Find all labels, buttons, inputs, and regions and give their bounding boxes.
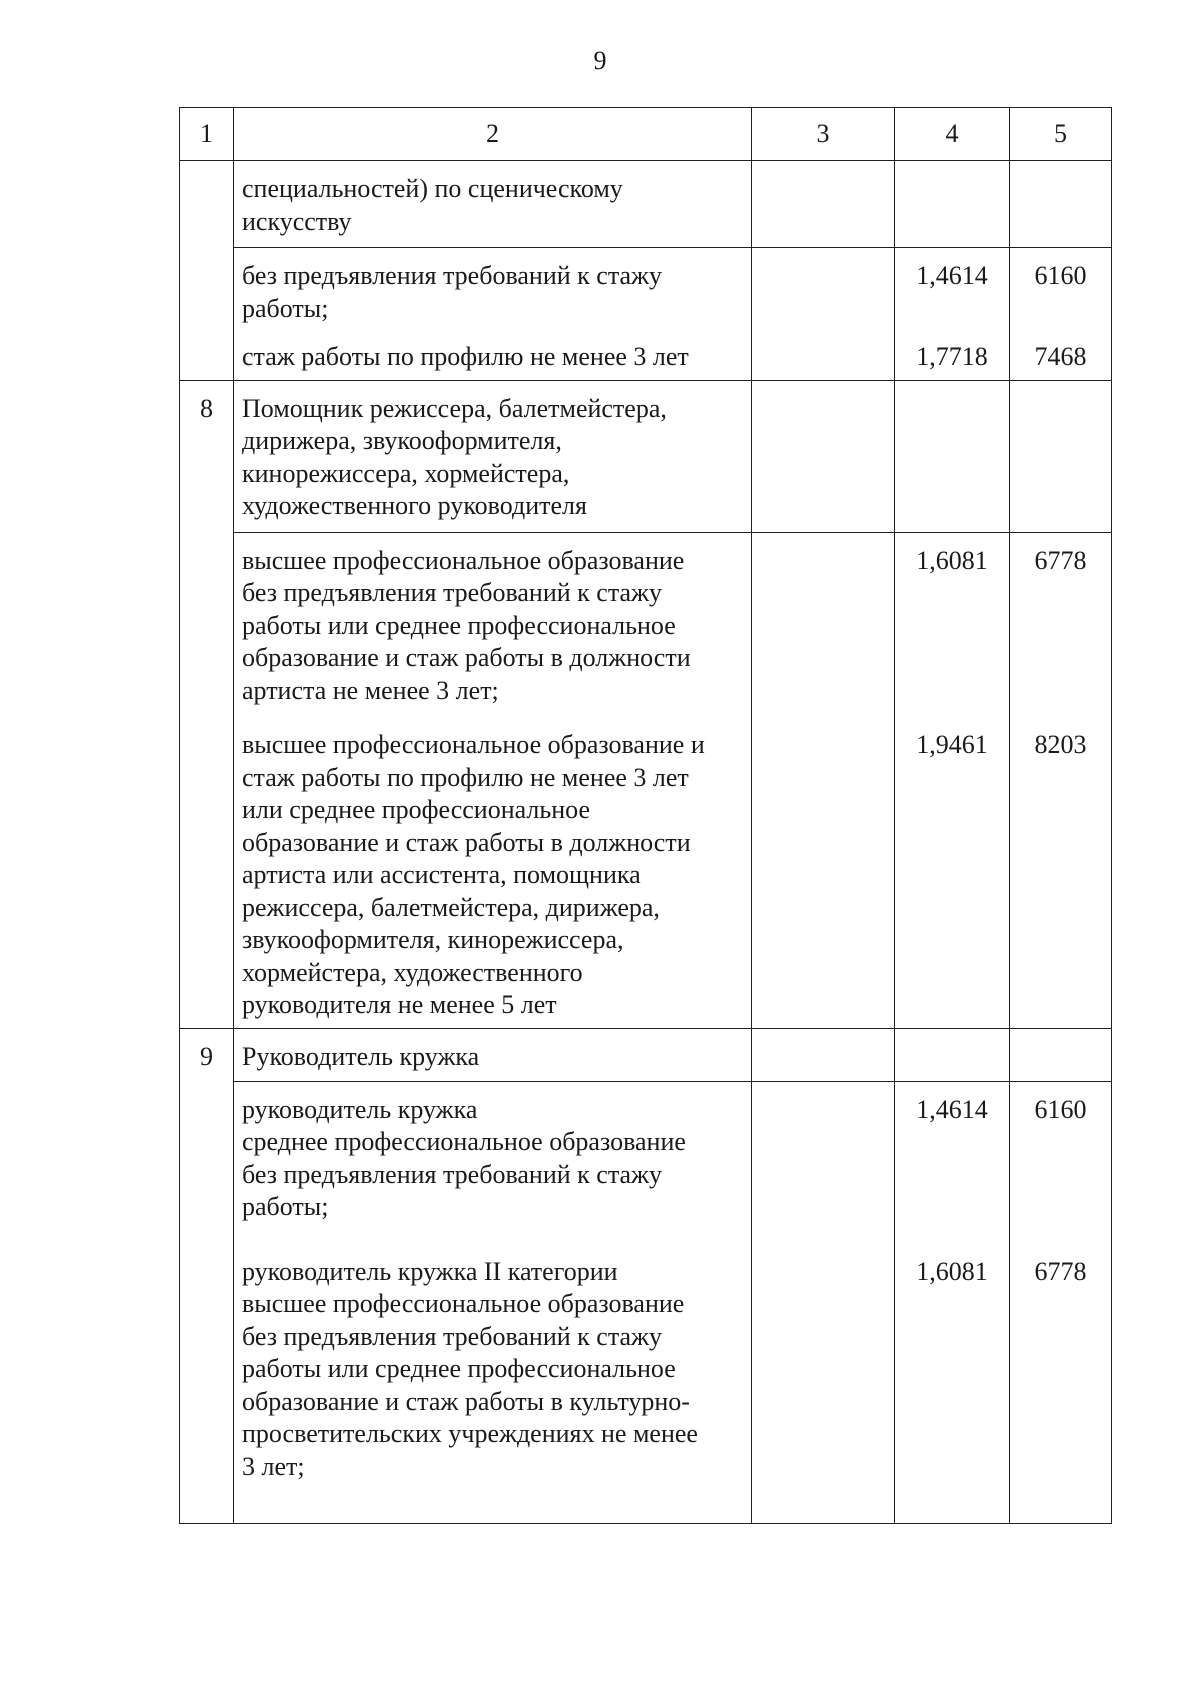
- table-row: [180, 161, 1112, 248]
- table-row: [180, 380, 1112, 532]
- requirement-text: высшее профессиональное образование без предъявления требований к стажу работы или среднее профессиональное образование и стаж работы в должности артиста не менее 3 лет;: [242, 545, 691, 705]
- column-header-2: 2: [234, 108, 752, 161]
- salary-value: 8203: [1034, 730, 1087, 759]
- tariff-table: [179, 107, 1112, 1524]
- requirement-text: стаж работы по профилю не менее 3 лет: [242, 342, 689, 371]
- column-header-1: 1: [180, 108, 234, 161]
- position-title: Руководитель кружка: [242, 1041, 480, 1071]
- requirement-text: высшее профессиональное образование и стаж работы по профилю не менее 3 лет или среднее профессиональное образование и стаж работы в должности артиста или ассистента, помощника режиссера, балетмейстера, дирижера, звукооформителя, кинорежиссера, хормейстера, художественного руководителя не менее 5 лет: [242, 730, 705, 1019]
- salary-value: 6160: [1034, 1094, 1087, 1124]
- salary-value: 6778: [1034, 1257, 1087, 1286]
- salary-value: 6778: [1034, 545, 1087, 575]
- position-title: Помощник режиссера, балетмейстера, дирижера, звукооформителя, кинорежиссера, хормейстера, художественного руководителя: [242, 393, 667, 520]
- column-header-3: 3: [752, 108, 895, 161]
- requirement-text: без предъявления требований к стажу работы;: [242, 261, 663, 323]
- column-header-5: 5: [1010, 108, 1112, 161]
- coefficient-value: 1,4614: [916, 261, 988, 290]
- coefficient-value: 1,6081: [916, 1257, 988, 1286]
- page-number: 9: [593, 46, 607, 75]
- table-row: [180, 532, 1112, 1028]
- salary-value: 6160: [1034, 261, 1087, 290]
- coefficient-value: 1,9461: [916, 730, 988, 759]
- table-header-row: [180, 108, 1112, 161]
- coefficient-value: 1,6081: [916, 545, 988, 575]
- row-number: 9: [180, 1028, 234, 1523]
- requirement-text: руководитель кружка II категории высшее профессиональное образование без предъявления требований к стажу работы или среднее профессиональное образование и стаж работы в культурно- просветительских учреждениях не менее 3 лет;: [242, 1256, 698, 1481]
- salary-value: 7468: [1034, 341, 1087, 371]
- coefficient-value: 1,7718: [916, 341, 988, 371]
- table-row: [180, 248, 1112, 381]
- column-header-4: 4: [895, 108, 1010, 161]
- table-row: [180, 1028, 1112, 1081]
- coefficient-value: 1,4614: [916, 1094, 988, 1124]
- table-row: [180, 1081, 1112, 1523]
- row-number: [180, 161, 234, 381]
- requirement-text: руководитель кружка среднее профессиональное образование без предъявления требований к стажу работы;: [242, 1094, 686, 1221]
- position-title: специальностей) по сценическому искусству: [242, 174, 623, 236]
- row-number: 8: [180, 380, 234, 1028]
